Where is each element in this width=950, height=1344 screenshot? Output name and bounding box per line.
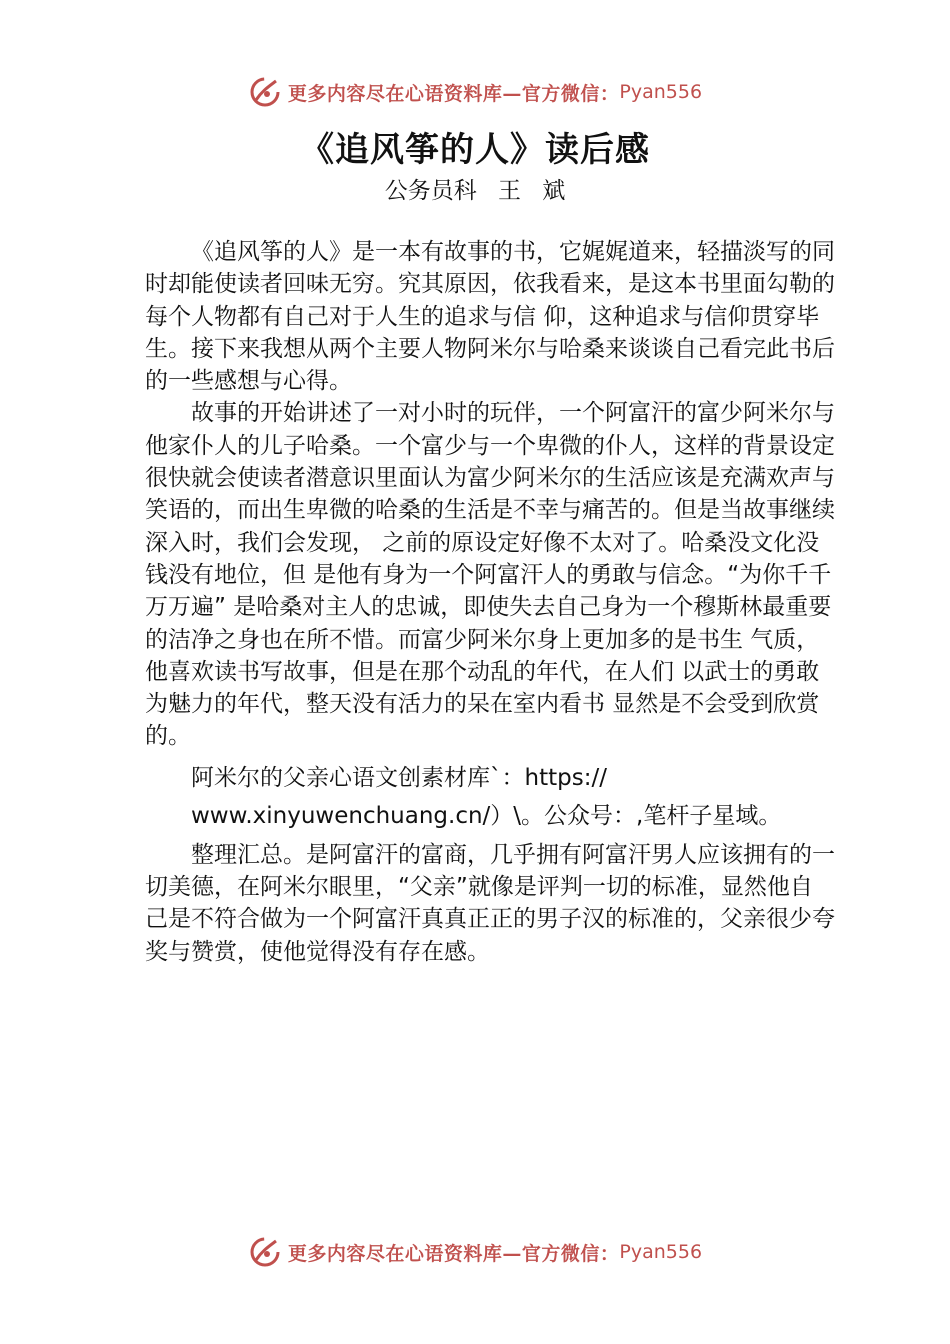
brush-stroke-logo-icon — [248, 75, 282, 109]
banner-wechat-id: Pyan556 — [619, 81, 703, 103]
banner-text: 更多内容尽在心语资料库—官方微信： — [287, 1242, 620, 1265]
banner-wechat-id: Pyan556 — [619, 1241, 703, 1263]
paragraph-4: www.xinyuwenchuang.cn/）\。公众号：,笔杆子星域。 — [191, 802, 782, 829]
brush-stroke-logo-icon — [248, 1235, 282, 1269]
paragraph-2: 故事的开始讲述了一对小时的玩伴，一个阿富汗的富少阿米尔与他家仆人的儿子哈桑。一个富少与一个卑微的仆人，这样的背景设定很快就会使读者潜意识里面认为富少阿米尔的生活应该是充满欢声与笑语的，而出生卑微的哈桑的生活是不幸与痛苦的。但是当故事继续深入时，我们会发现， 之前的原设定好像不太对了。哈桑没文化没钱没有地位，但 是他有身为一个阿富汗人的勇敢与信念。“为你千千万万遍” 是哈桑对主人的忠诚，即使失去自己身为一个穆斯林最重要 的洁净之身也在所不惜。而富少阿米尔身上更加多的是书生 气质，他喜欢读书写故事，但是在那个动乱的年代，在人们 以武士的勇敢为魅力的年代，整天没有活力的呆在室内看书 显然是不会受到欣赏的。 — [145, 400, 835, 750]
footer-banner — [0, 1232, 950, 1272]
author-line: 公务员科 王 斌 — [384, 178, 566, 204]
document-body — [145, 236, 835, 968]
paragraph-3: 阿米尔的父亲心语文创素材库`：https:// — [191, 764, 607, 791]
paragraph-5: 整理汇总。是阿富汗的富商，几乎拥有阿富汗男人应该拥有的一切美德，在阿米尔眼里，“父亲”就像是评判一切的标准，显然他自己是不符合做为一个阿富汗真真正正的男子汉的标准的，父亲很少夸奖与赞赏，使他觉得没有存在感。 — [145, 841, 835, 965]
header-banner — [0, 72, 950, 112]
document-title: 《追风筝的人》读后感 — [300, 130, 650, 170]
banner-text: 更多内容尽在心语资料库—官方微信： — [287, 82, 620, 105]
paragraph-1: 《追风筝的人》是一本有故事的书，它娓娓道来，轻描淡写的同时却能使读者回味无穷。究其原因，依我看来，是这本书里面勾勒的每个人物都有自己对于人生的追求与信 仰，这种追求与信仰贯穿毕生。接下来我想从两个主要人物阿米尔与哈桑来谈谈自己看完此书后的一些感想与心得。 — [145, 239, 835, 395]
